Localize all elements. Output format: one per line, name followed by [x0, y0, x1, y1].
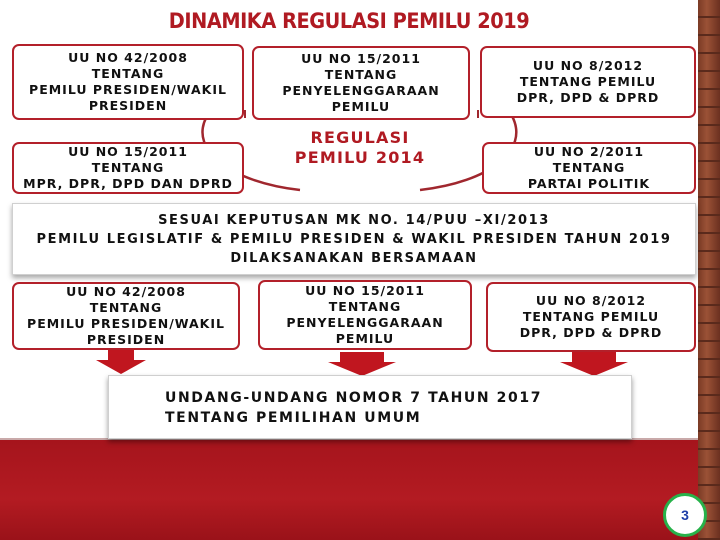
regulasi-pemilu-2014-label: REGULASI PEMILU 2014 — [294, 128, 426, 167]
box-uu-8-2012-top: UU NO 8/2012 TENTANG PEMILU DPR, DPD & DPRD — [480, 46, 696, 118]
box-uu-15-2011-bottom: UU NO 15/2011 TENTANG PENYELENGGARAAN PEMILU — [258, 280, 472, 350]
page-number-badge — [663, 493, 707, 537]
arrow-middle-icon — [328, 352, 396, 376]
page-number: 3 — [681, 507, 689, 523]
box-uu-8-2012-bottom: UU NO 8/2012 TENTANG PEMILU DPR, DPD & DPRD — [486, 282, 696, 352]
box-uu-15-2011-top: UU NO 15/2011 TENTANG PENYELENGGARAAN PEMILU — [252, 46, 470, 120]
page-title: DINAMIKA REGULASI PEMILU 2019 — [168, 9, 530, 33]
uu-7-2017-result-box: UNDANG-UNDANG NOMOR 7 TAHUN 2017 TENTANG PEMILIHAN UMUM — [108, 375, 632, 439]
mk-decision-banner: SESUAI KEPUTUSAN MK NO. 14/PUU –XI/2013 PEMILU LEGISLATIF & PEMILU PRESIDEN & WAKIL PRESIDEN TAHUN 2019 DILAKSANAKAN BERSAMAAN — [12, 203, 696, 275]
box-uu-42-2008-bottom: UU NO 42/2008 TENTANG PEMILU PRESIDEN/WAKIL PRESIDEN — [12, 282, 240, 350]
box-uu-42-2008-top: UU NO 42/2008 TENTANG PEMILU PRESIDEN/WAKIL PRESIDEN — [12, 44, 244, 120]
box-uu-15-2011-mpr: UU NO 15/2011 TENTANG MPR, DPR, DPD DAN DPRD — [12, 142, 244, 194]
arrow-right-icon — [560, 352, 628, 376]
box-uu-2-2011: UU NO 2/2011 TENTANG PARTAI POLITIK — [482, 142, 696, 194]
arrow-left-icon — [96, 350, 146, 374]
